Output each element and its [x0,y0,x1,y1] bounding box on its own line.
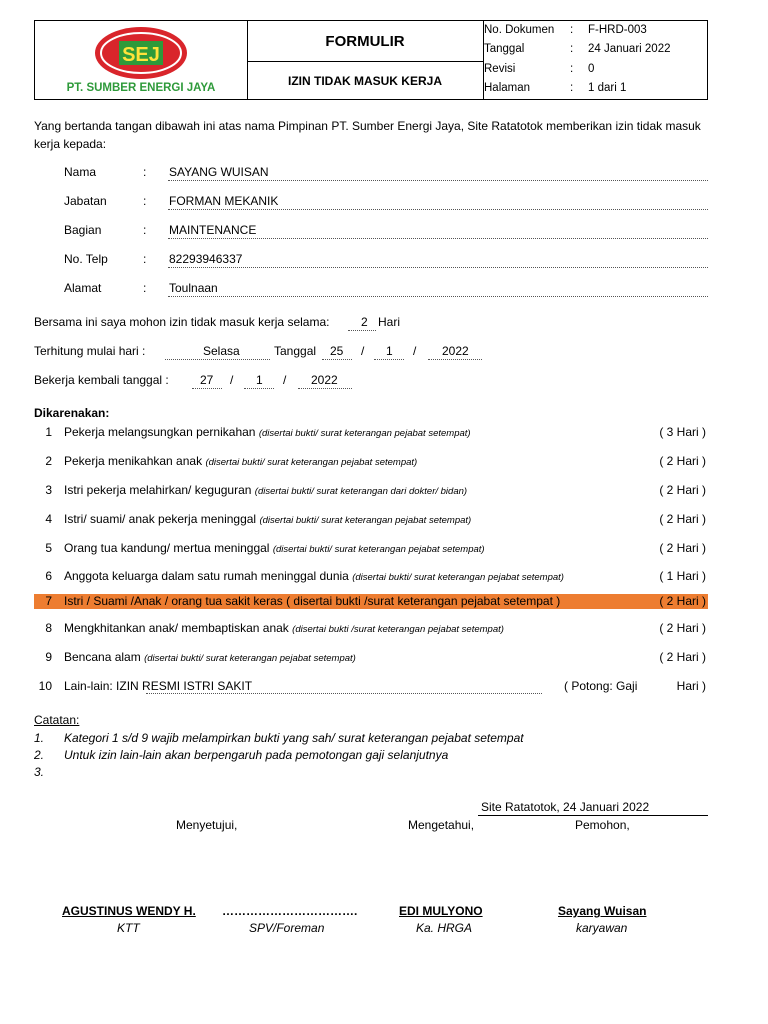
intro-line-1: Yang bertanda tangan dibawah ini atas nama Pimpinan PT. Sumber Energi Jaya, Site Ratatotok memberikan izin tidak masuk [34,119,701,133]
meta-value: 0 [588,63,595,75]
field-dotline [168,180,708,181]
signer-name: EDI MULYONO [399,904,483,918]
logo-cell [35,21,248,99]
company-name: PT. SUMBER ENERGI JAYA [66,82,216,94]
meta-value: 24 Januari 2022 [588,43,671,55]
start-day: Selasa [203,344,240,358]
field-dotline [168,296,708,297]
document-header: SEJ PT. SUMBER ENERGI JAYA FORMULIR IZIN TIDAK MASUK KERJA No. Dokumen : F-HRD-003 Tanggal : 24 Januari 2022 Revisi : 0 Halaman : 1 dari 1 [34,20,708,100]
signer-role: Ka. HRGA [416,921,473,935]
field-label: No. Telp [64,252,108,266]
field-dotline [168,267,708,268]
company-logo-icon [93,25,189,81]
field-label: Bagian [64,223,102,237]
start-date-day: 25 [330,344,344,358]
meta-value: 1 dari 1 [588,82,627,94]
position-value: FORMAN MEKANIK [169,194,279,208]
return-label: Bekerja kembali tanggal : [34,373,169,387]
field-label: Nama [64,165,97,179]
reason-row: 1 Pekerja melangsungkan pernikahan (disertai bukti/ surat keterangan pejabat setempat) ( 3 Hari ) [45,425,706,439]
reason-row: 8 Mengkhitankan anak/ membaptiskan anak (disertai bukti /surat keterangan pejabat setempat) ( 2 Hari ) [45,621,706,635]
other-reason-value: IZIN RESMI ISTRI SAKIT [116,679,253,693]
field-label: Jabatan [64,194,107,208]
meta-label: Revisi [484,63,516,75]
signer-name: AGUSTINUS WENDY H. [62,904,196,918]
reason-row-other: 10 Lain-lain: IZIN RESMI ISTRI SAKIT ( Potong: Gaji Hari ) [38,679,706,693]
phone-value: 82293946337 [169,252,243,266]
department-value: MAINTENANCE [169,223,257,237]
start-label: Terhitung mulai hari : [34,344,146,358]
field-dotline [168,209,708,210]
signer-name: ……………………………. [222,904,358,918]
request-text: Bersama ini saya mohon izin tidak masuk kerja selama: [34,315,330,329]
reason-row: 5 Orang tua kandung/ mertua meninggal (disertai bukti/ surat keterangan pejabat setempat) ( 2 Hari ) [45,541,706,555]
notes-heading: Catatan: [34,713,80,727]
name-value: SAYANG WUISAN [169,165,269,179]
reasons-heading: Dikarenakan: [34,406,110,420]
signer-role: karyawan [576,921,628,935]
field-label: Alamat [64,281,102,295]
return-date-month: 1 [256,373,263,387]
signer-name: Sayang Wuisan [558,904,647,918]
meta-label: No. Dokumen [484,24,555,36]
reason-row: 2 Pekerja menikahkan anak (disertai bukti/ surat keterangan pejabat setempat) ( 2 Hari ) [45,454,706,468]
address-value: Toulnaan [169,281,218,295]
reason-row: 6 Anggota keluarga dalam satu rumah meninggal dunia (disertai bukti/ surat keterangan pejabat setempat) ( 1 Hari ) [45,569,706,583]
return-date-day: 27 [200,373,214,387]
reason-row: 9 Bencana alam (disertai bukti/ surat keterangan pejabat setempat) ( 2 Hari ) [45,650,706,664]
signer-role: SPV/Foreman [249,921,325,935]
start-date-year: 2022 [442,344,469,358]
reason-row: 3 Istri pekerja melahirkan/ keguguran (disertai bukti/ surat keterangan dari dokter/ bidan) ( 2 Hari ) [45,483,706,497]
form-subtitle: IZIN TIDAK MASUK KERJA [287,73,442,88]
return-date-year: 2022 [311,373,338,387]
field-dotline [168,238,708,239]
intro-line-2: kerja kepada: [34,137,107,151]
reason-row-highlighted: 7 Istri / Suami /Anak / orang tua sakit keras ( disertai bukti /surat keterangan pejabat setempat ) ( 2 Hari ) [34,594,708,609]
form-title: FORMULIR [247,21,483,62]
place-date: Site Ratatotok, 24 Januari 2022 [481,800,650,814]
meta-label: Halaman [484,82,531,94]
meta-value: F-HRD-003 [588,24,647,36]
meta-label: Tanggal [484,43,525,55]
start-date-month: 1 [386,344,393,358]
request-days: 2 [361,315,368,329]
logo-letters: SEJ [122,44,160,66]
title-cell [247,21,484,99]
signer-role: KTT [117,921,140,935]
reason-row: 4 Istri/ suami/ anak pekerja meninggal (disertai bukti/ surat keterangan pejabat setempat) ( 2 Hari ) [45,512,706,526]
